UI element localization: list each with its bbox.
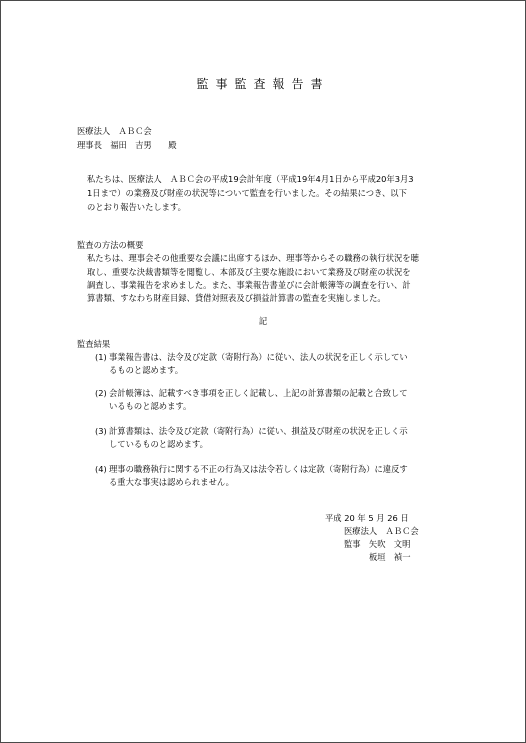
result-item-1-line-2: るものと認めます。 <box>109 365 184 375</box>
result-item-3-num: (3) <box>95 426 107 436</box>
result-item-4-num: (4) <box>95 464 107 474</box>
result-item-2-num: (2) <box>95 388 107 398</box>
result-item-4-line-1: 理事の職務執行に関する不正の行為又は法令若しくは定款（寄附行為）に違反す <box>109 464 408 474</box>
result-item-2-line-2: いるものと認めます。 <box>109 401 192 411</box>
method-heading: 監査の方法の概要 <box>77 240 144 250</box>
signature-org: 医療法人 ＡＢＣ会 <box>344 526 419 536</box>
results-heading: 監査結果 <box>77 339 111 349</box>
signature-date: 平成 20 年 5 月 26 日 <box>325 513 409 523</box>
result-item-3-line-2: しているものと認めます。 <box>109 439 208 449</box>
ki-marker: 記 <box>258 316 268 326</box>
signature-auditor-2: 板垣 禎一 <box>369 552 411 562</box>
result-item-1-line-1: 事業報告書は、法令及び定款（寄附行為）に従い、法人の状況を正しく示してい <box>109 352 408 362</box>
document-title: 監事監査報告書 <box>196 77 330 91</box>
result-item-3-line-1: 計算書類は、法令及び定款（寄附行為）に従い、損益及び財産の状況を正しく示 <box>109 426 408 436</box>
addressee-org: 医療法人 ＡＢＣ会 <box>77 126 152 136</box>
intro-line-1: 私たちは、医療法人 ＡＢＣ会の平成19会計年度（平成19年4月1日から平成20年3月3 <box>87 174 414 184</box>
result-item-2-line-1: 会計帳簿は、記載すべき事項を正しく記載し、上記の計算書類の記載と合致して <box>109 388 408 398</box>
method-line-3: 調査し、事業報告を求めました。また、事業報告書並びに会計帳簿等の調査を行い、計 <box>87 280 411 290</box>
method-line-1: 私たちは、理事会その他重要な会議に出席するほか、理事等からその職務の執行状況を聴 <box>87 253 419 263</box>
method-line-4: 算書類、すなわち財産目録、貸借対照表及び損益計算書の監査を実施しました。 <box>87 293 386 303</box>
addressee-person: 理事長 福田 吉男 殿 <box>77 140 177 150</box>
intro-line-2: 1日まで）の業務及び財産の状況等について監査を行いました。その結果につき、以下 <box>87 188 407 198</box>
result-item-4-line-2: る重大な事実は認められません。 <box>109 477 234 487</box>
signature-auditor-1: 監事 矢吹 文明 <box>344 539 411 549</box>
intro-line-3: のとおり報告いたします。 <box>87 202 186 212</box>
method-line-2: 取し、重要な決裁書類等を閲覧し、本部及び主要な施設において業務及び財産の状況を <box>87 267 411 277</box>
result-item-1-num: (1) <box>95 352 107 362</box>
